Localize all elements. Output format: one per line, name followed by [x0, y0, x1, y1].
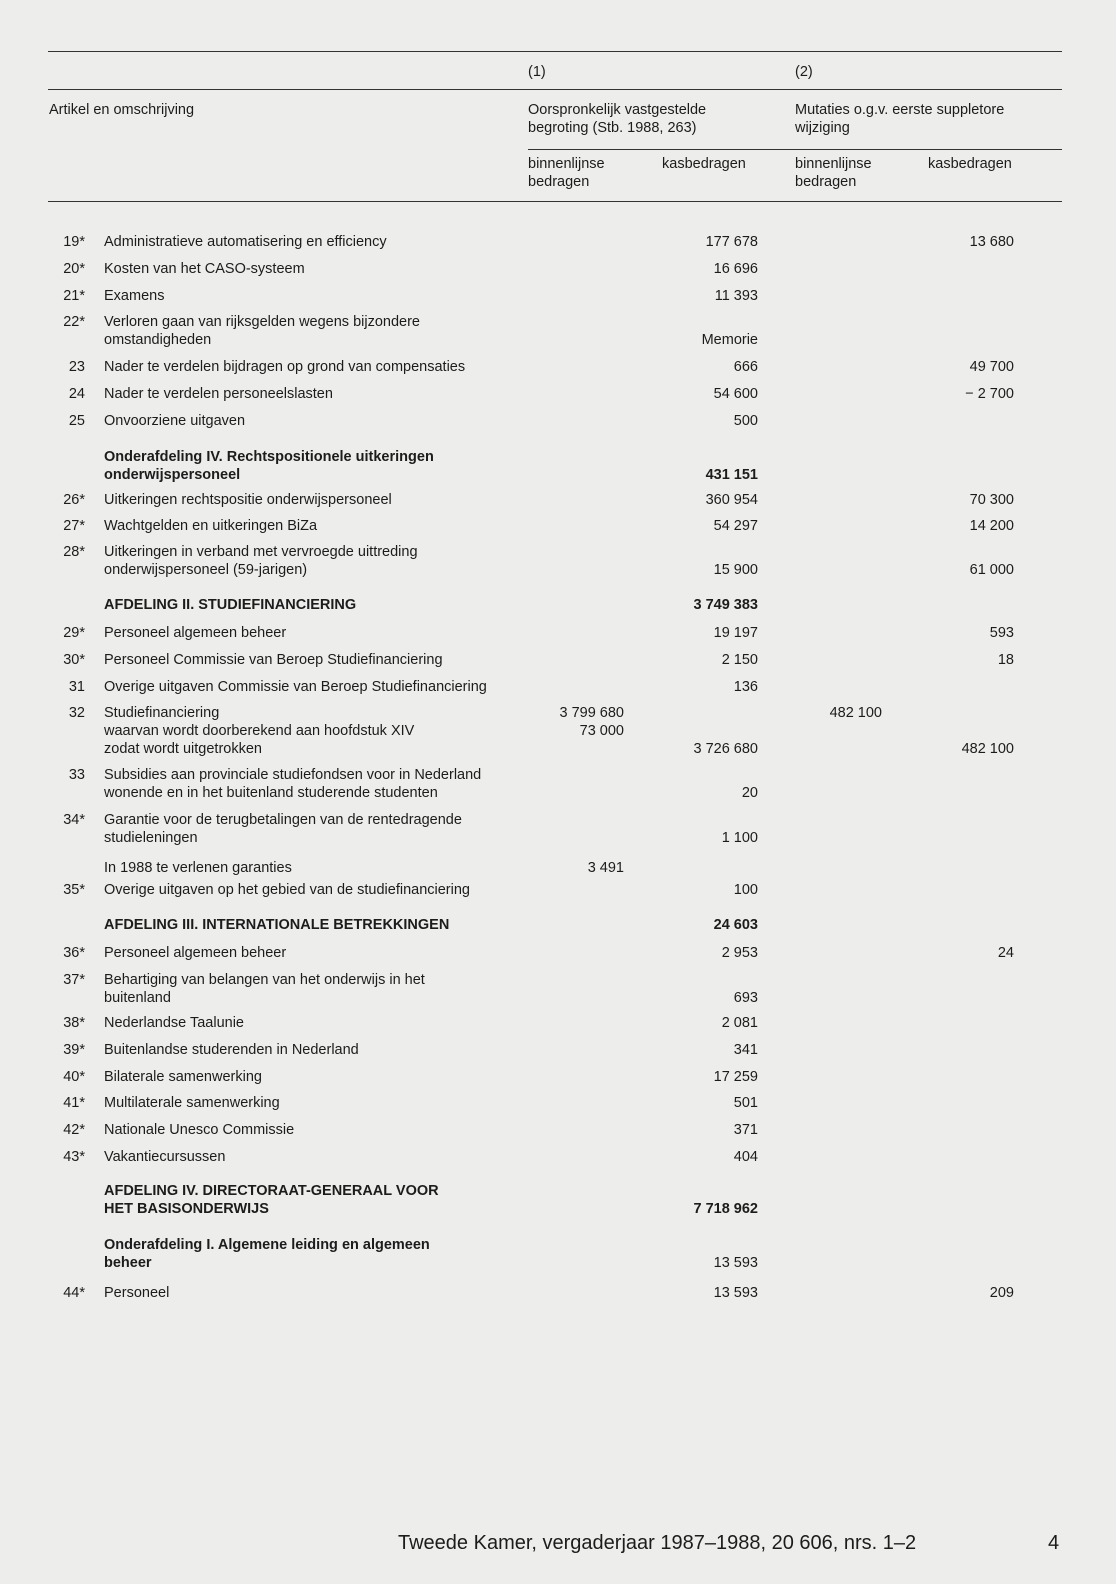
article-number: 29* [63, 625, 85, 641]
article-description: Studiefinanciering [104, 705, 220, 721]
article-number: 38* [63, 1015, 85, 1031]
section-heading: AFDELING III. INTERNATIONALE BETREKKINGEN [104, 917, 450, 933]
article-description: Nederlandse Taalunie [104, 1015, 245, 1031]
section-heading: HET BASISONDERWIJS [104, 1201, 269, 1217]
article-description: Personeel Commissie van Beroep Studiefinanciering [104, 652, 443, 668]
col1-title-line2: begroting (Stb. 1988, 263) [528, 120, 697, 136]
article-description: Personeel algemeen beheer [104, 625, 287, 641]
article-number: 41* [63, 1095, 85, 1111]
kasbedrag-col1: 16 696 [713, 261, 758, 277]
section-heading: beheer [104, 1255, 152, 1271]
header-bottom-rule [48, 201, 1062, 202]
col2-title-line2: wijziging [795, 120, 850, 136]
section-heading: Onderafdeling IV. Rechtspositionele uitkeringen [104, 449, 434, 465]
kasbedrag-col1: 177 678 [705, 234, 758, 250]
article-number: 30* [63, 652, 85, 668]
kasbedrag-col1: 54 297 [713, 518, 758, 534]
article-number: 24 [68, 386, 85, 402]
article-number: 39* [63, 1042, 85, 1058]
kasbedrag-col2: 482 100 [961, 741, 1014, 757]
kasbedrag-col1: 13 593 [713, 1285, 758, 1301]
article-description: In 1988 te verlenen garanties [104, 860, 292, 876]
kasbedrag-col2: 14 200 [969, 518, 1014, 534]
col1-binnenlijnse-l2: bedragen [528, 174, 590, 190]
article-number: 21* [63, 288, 85, 304]
article-description: wonende en in het buitenland studerende studenten [104, 785, 438, 801]
article-description: Verloren gaan van rijksgelden wegens bijzondere [104, 314, 420, 330]
article-description: Kosten van het CASO-systeem [104, 261, 305, 277]
kasbedrag-col1: 136 [733, 679, 758, 695]
article-number: 42* [63, 1122, 85, 1138]
kasbedrag-col1: 341 [733, 1042, 758, 1058]
binnenlijnse-amount-col1: 3 799 680 [559, 705, 624, 721]
article-description: studieleningen [104, 830, 198, 846]
kasbedrag-col2: 593 [989, 625, 1014, 641]
binnenlijnse-amount-col1: 73 000 [579, 723, 624, 739]
article-number: 25 [68, 413, 85, 429]
header-rule-sub [528, 149, 1062, 150]
col2-binnenlijnse-l1: binnenlijnse [795, 156, 872, 172]
kasbedrag-col1: 404 [733, 1149, 758, 1165]
kasbedrag-col2: 18 [997, 652, 1014, 668]
article-description: Bilaterale samenwerking [104, 1069, 262, 1085]
article-number: 40* [63, 1069, 85, 1085]
kasbedrag-col2: 70 300 [969, 492, 1014, 508]
kasbedrag-col1: 17 259 [713, 1069, 758, 1085]
col2-number: (2) [795, 64, 813, 80]
kasbedrag-col1: 100 [733, 882, 758, 898]
col1-binnenlijnse-l1: binnenlijnse [528, 156, 605, 172]
kasbedrag-col1: 13 593 [713, 1255, 758, 1271]
article-number: 28* [63, 544, 85, 560]
kasbedrag-col1: 2 150 [721, 652, 758, 668]
kasbedrag-col1: 2 081 [721, 1015, 758, 1031]
article-description: Buitenlandse studerenden in Nederland [104, 1042, 359, 1058]
kasbedrag-col2: 49 700 [969, 359, 1014, 375]
kasbedrag-col2: 209 [989, 1285, 1014, 1301]
kasbedrag-col1: 15 900 [713, 562, 758, 578]
article-number: 27* [63, 518, 85, 534]
article-description: Uitkeringen rechtspositie onderwijspersoneel [104, 492, 392, 508]
kasbedrag-col1: 431 151 [705, 467, 758, 483]
kasbedrag-col1: 20 [741, 785, 758, 801]
kasbedrag-col1: 11 393 [714, 288, 758, 304]
article-description: onderwijspersoneel (59-jarigen) [104, 562, 308, 578]
kasbedrag-col1: 666 [733, 359, 758, 375]
article-number: 19* [63, 234, 85, 250]
section-heading: AFDELING II. STUDIEFINANCIERING [104, 597, 357, 613]
section-heading: AFDELING IV. DIRECTORAAT-GENERAAL VOOR [104, 1183, 439, 1199]
binnenlijnse-amount-col1: 3 491 [587, 860, 624, 876]
article-description: Examens [104, 288, 165, 304]
top-rule [48, 51, 1062, 52]
article-description: zodat wordt uitgetrokken [104, 741, 262, 757]
kasbedrag-col1: 360 954 [705, 492, 758, 508]
kasbedrag-col1: 500 [733, 413, 758, 429]
col1-number: (1) [528, 64, 546, 80]
kasbedrag-col1: 3 726 680 [693, 741, 758, 757]
article-description: waarvan wordt doorberekend aan hoofdstuk XIV [104, 723, 415, 739]
article-number: 33 [68, 767, 85, 783]
article-description: buitenland [104, 990, 171, 1006]
kasbedrag-col1: 54 600 [713, 386, 758, 402]
article-description: Personeel [104, 1285, 170, 1301]
col1-title-line1: Oorspronkelijk vastgestelde [528, 102, 707, 118]
kasbedrag-col2: 24 [997, 945, 1014, 961]
article-description: Garantie voor de terugbetalingen van de rentedragende [104, 812, 462, 828]
article-number: 22* [63, 314, 85, 330]
article-description: Overige uitgaven op het gebied van de studiefinanciering [104, 882, 470, 898]
article-number: 26* [63, 492, 85, 508]
article-description: Onvoorziene uitgaven [104, 413, 246, 429]
kasbedrag-col1: 7 718 962 [693, 1201, 758, 1217]
col1-kasbedragen: kasbedragen [662, 156, 746, 172]
kasbedrag-col1: 693 [733, 990, 758, 1006]
article-column-header: Artikel en omschrijving [49, 102, 195, 118]
article-number: 44* [63, 1285, 85, 1301]
binnenlijnse-amount-col2: 482 100 [829, 705, 882, 721]
article-description: Vakantiecursussen [104, 1149, 226, 1165]
col2-title-line1: Mutaties o.g.v. eerste suppletore [795, 102, 1005, 118]
kasbedrag-col1: 501 [733, 1095, 758, 1111]
article-description: Nader te verdelen personeelslasten [104, 386, 333, 402]
article-description: Nader te verdelen bijdragen op grond van compensaties [104, 359, 466, 375]
article-number: 32 [68, 705, 85, 721]
kasbedrag-col1: 24 603 [713, 917, 758, 933]
kasbedrag-col1: 3 749 383 [693, 597, 758, 613]
article-description: Nationale Unesco Commissie [104, 1122, 295, 1138]
kasbedrag-col1: Memorie [701, 332, 758, 348]
section-heading: Onderafdeling I. Algemene leiding en algemeen [104, 1237, 430, 1253]
article-number: 35* [63, 882, 85, 898]
article-number: 20* [63, 261, 85, 277]
section-heading: onderwijspersoneel [104, 467, 241, 483]
article-description: omstandigheden [104, 332, 212, 348]
article-description: Subsidies aan provinciale studiefondsen voor in Nederland [104, 767, 482, 783]
article-description: Administratieve automatisering en efficiency [104, 234, 387, 250]
article-description: Wachtgelden en uitkeringen BiZa [104, 518, 318, 534]
col2-binnenlijnse-l2: bedragen [795, 174, 857, 190]
footer-citation: Tweede Kamer, vergaderjaar 1987–1988, 20 606, nrs. 1–2 [398, 1532, 917, 1554]
article-number: 43* [63, 1149, 85, 1165]
page-number: 4 [1048, 1532, 1060, 1554]
header-rule-2 [48, 89, 1062, 90]
article-number: 37* [63, 972, 85, 988]
article-description: Behartiging van belangen van het onderwijs in het [104, 972, 425, 988]
article-number: 36* [63, 945, 85, 961]
article-number: 34* [63, 812, 85, 828]
article-description: Personeel algemeen beheer [104, 945, 287, 961]
article-number: 31 [68, 679, 85, 695]
article-description: Overige uitgaven Commissie van Beroep Studiefinanciering [104, 679, 487, 695]
kasbedrag-col2: 13 680 [969, 234, 1014, 250]
article-number: 23 [68, 359, 85, 375]
article-description: Multilaterale samenwerking [104, 1095, 280, 1111]
article-description: Uitkeringen in verband met vervroegde uittreding [104, 544, 418, 560]
kasbedrag-col2: − 2 700 [965, 386, 1014, 402]
kasbedrag-col1: 2 953 [721, 945, 758, 961]
col2-kasbedragen: kasbedragen [928, 156, 1012, 172]
kasbedrag-col1: 371 [733, 1122, 758, 1138]
kasbedrag-col2: 61 000 [969, 562, 1014, 578]
kasbedrag-col1: 19 197 [713, 625, 758, 641]
kasbedrag-col1: 1 100 [721, 830, 758, 846]
